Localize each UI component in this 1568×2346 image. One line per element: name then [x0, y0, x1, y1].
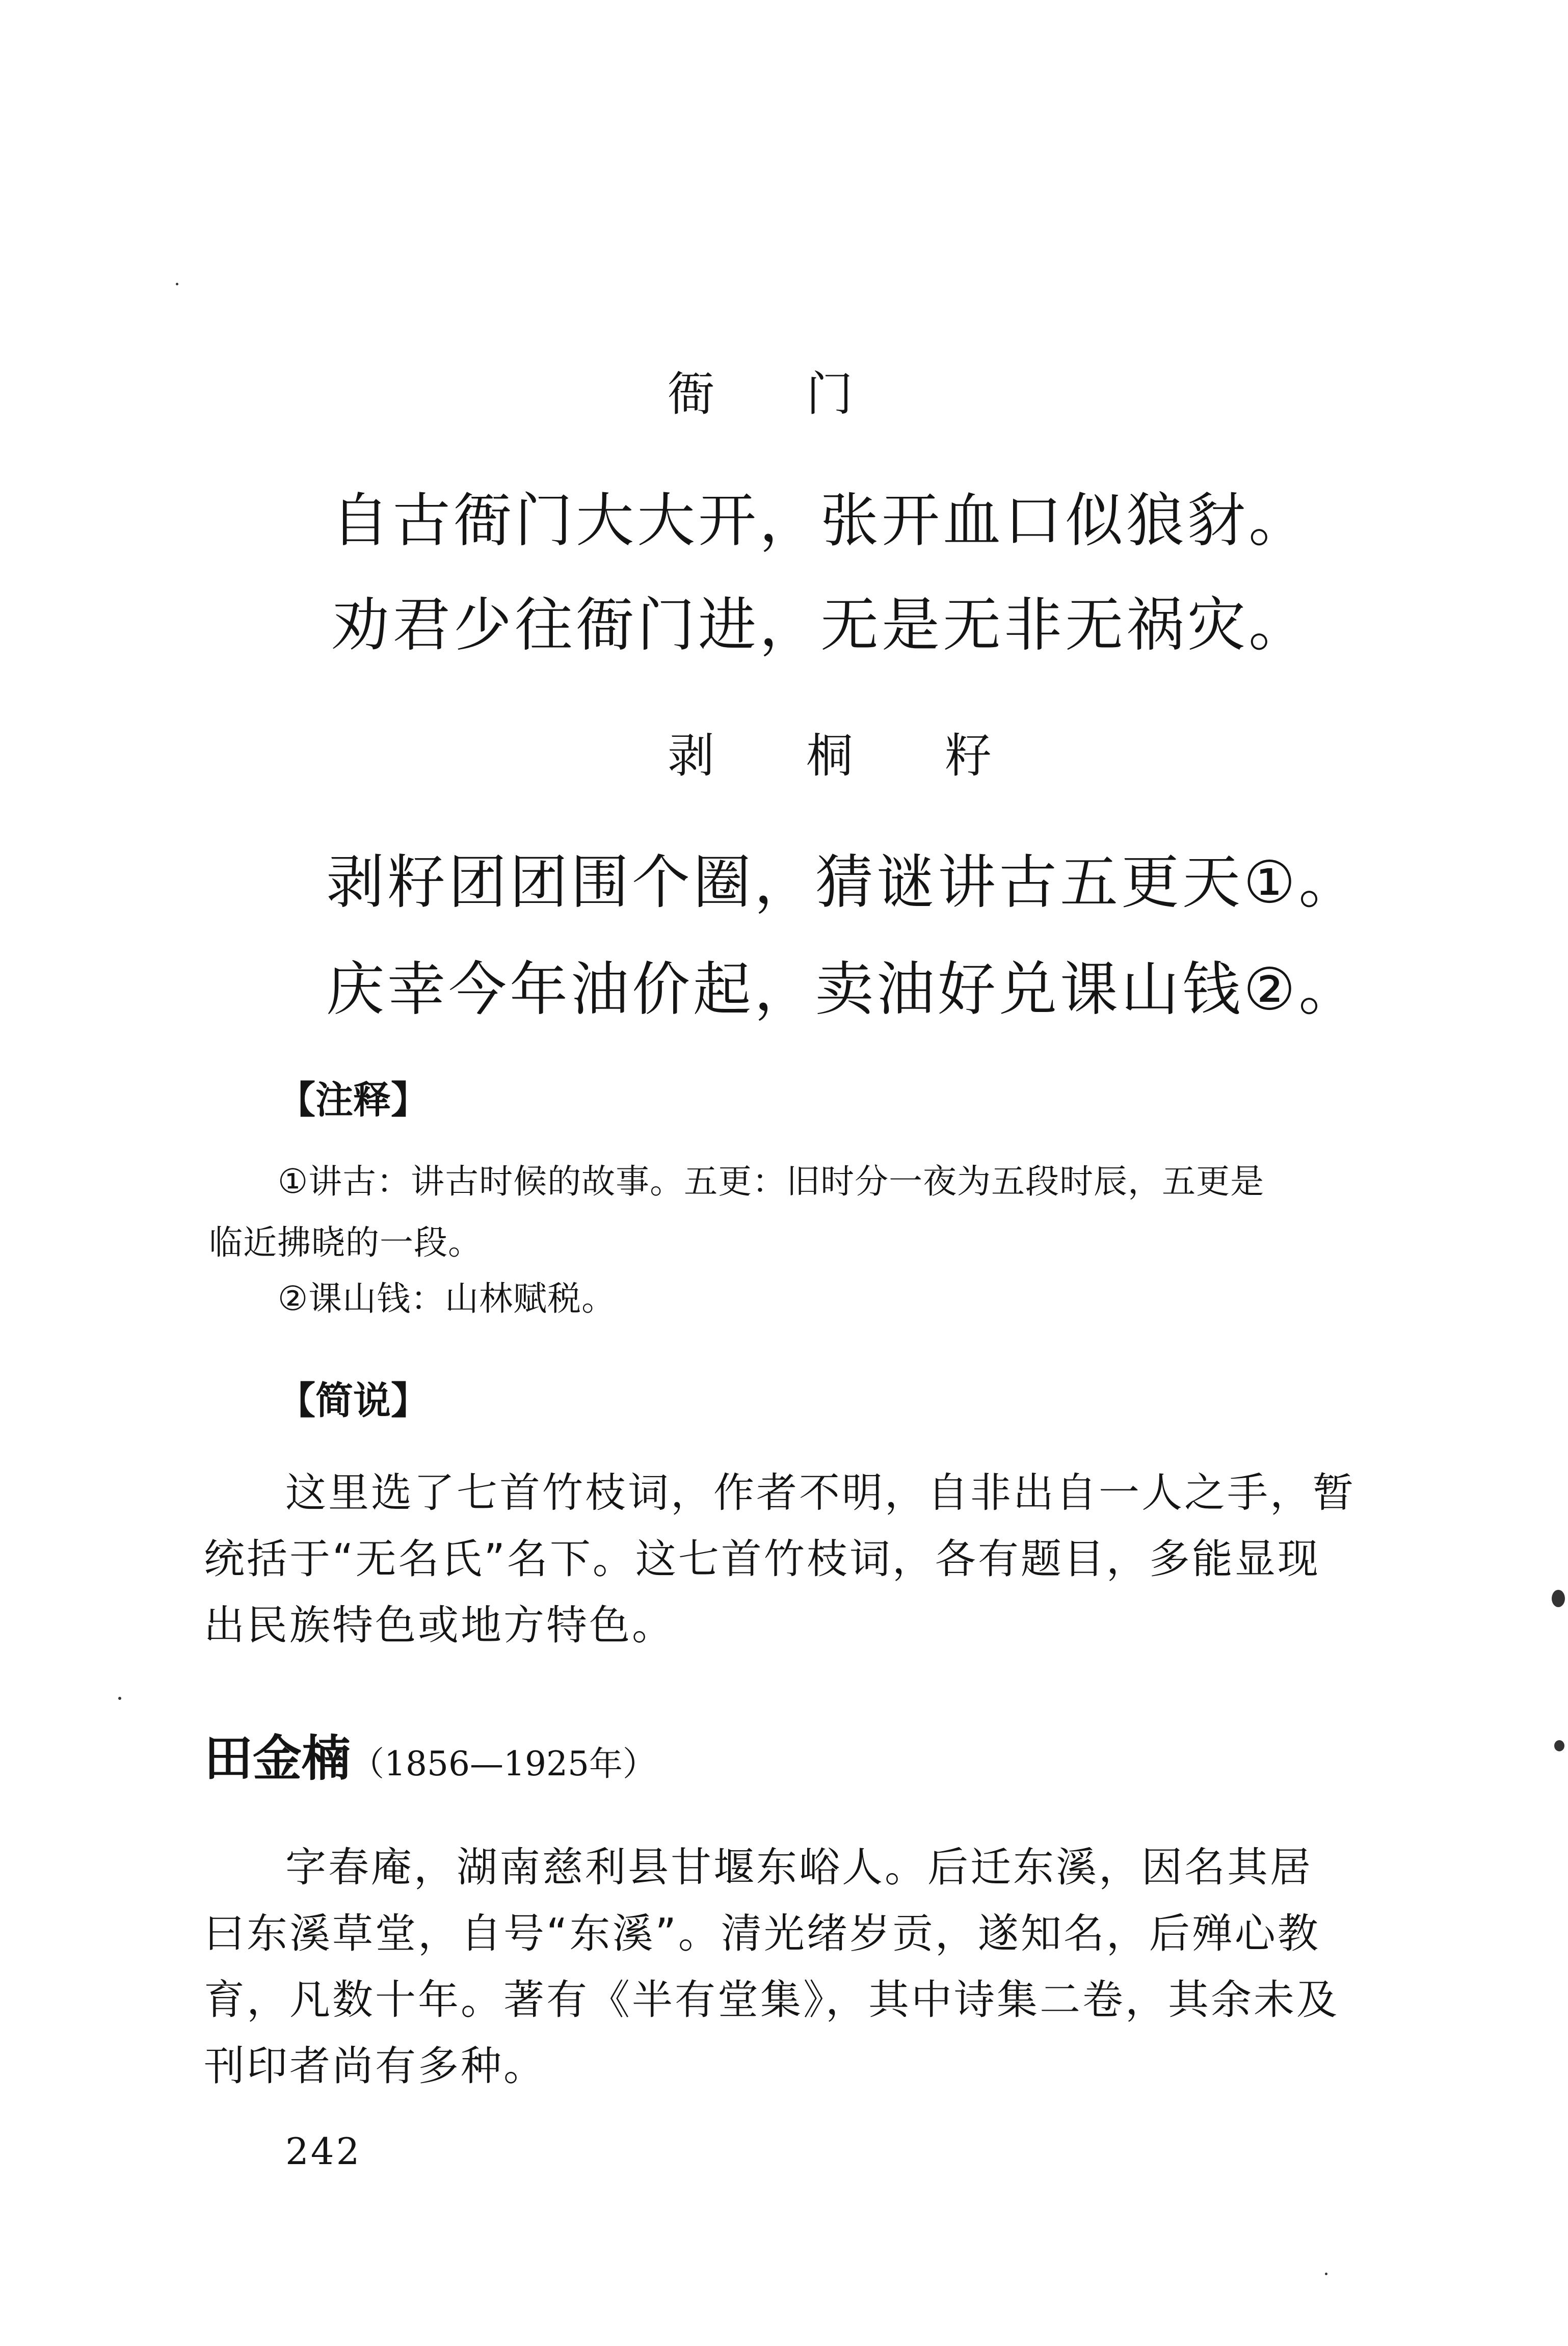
note-line-3: ②课山钱：山林赋税。	[278, 1279, 616, 1318]
commentary-line-1: 这里选了七首竹枝词，作者不明，自非出自一人之手，暂	[285, 1469, 1356, 1516]
author-years: （1856—1925年）	[351, 1744, 656, 1783]
poem-1-line-2: 劝君少往衙门进，无是无非无祸灾。	[331, 591, 1310, 659]
poem-1-line-1: 自古衙门大大开，张开血口似狼豺。	[331, 487, 1310, 554]
commentary-line-3: 出民族特色或地方特色。	[204, 1602, 675, 1649]
scan-speck	[1325, 2273, 1327, 2275]
page-number: 242	[285, 2130, 362, 2173]
scan-speck	[1552, 1590, 1565, 1607]
author-name: 田金楠	[204, 1730, 351, 1787]
commentary-heading: 【简说】	[278, 1379, 429, 1423]
note-line-2: 临近拂晓的一段。	[209, 1223, 482, 1262]
poem-2-line-1: 剥籽团团围个圈，猜谜讲古五更天①。	[326, 848, 1360, 916]
commentary-line-2: 统括于“无名氏”名下。这七首竹枝词，各有题目，多能显现	[204, 1535, 1320, 1583]
author-bio-line-1: 字春庵，湖南慈利县甘堰东峪人。后迁东溪，因名其居	[285, 1844, 1313, 1891]
author-bio-line-3: 育，凡数十年。著有《半有堂集》，其中诗集二卷，其余未及	[204, 1976, 1339, 2023]
poem-2-line-2: 庆幸今年油价起，卖油好兑课山钱②。	[326, 955, 1360, 1023]
notes-heading: 【注释】	[278, 1078, 429, 1122]
scan-speck	[118, 1697, 121, 1700]
note-line-1: ①讲古：讲古时候的故事。五更：旧时分一夜为五段时辰，五更是	[278, 1162, 1265, 1201]
poem-title-1: 衙门	[668, 367, 945, 421]
scan-speck	[1554, 1740, 1564, 1751]
scan-speck	[176, 283, 178, 285]
poem-title-2: 剥桐籽	[668, 729, 1084, 783]
author-bio-line-4: 刊印者尚有多种。	[204, 2042, 546, 2090]
author-header	[204, 1720, 656, 1790]
author-bio-line-2: 曰东溪草堂，自号“东溪”。清光绪岁贡，遂知名，后殚心教	[204, 1910, 1320, 1957]
